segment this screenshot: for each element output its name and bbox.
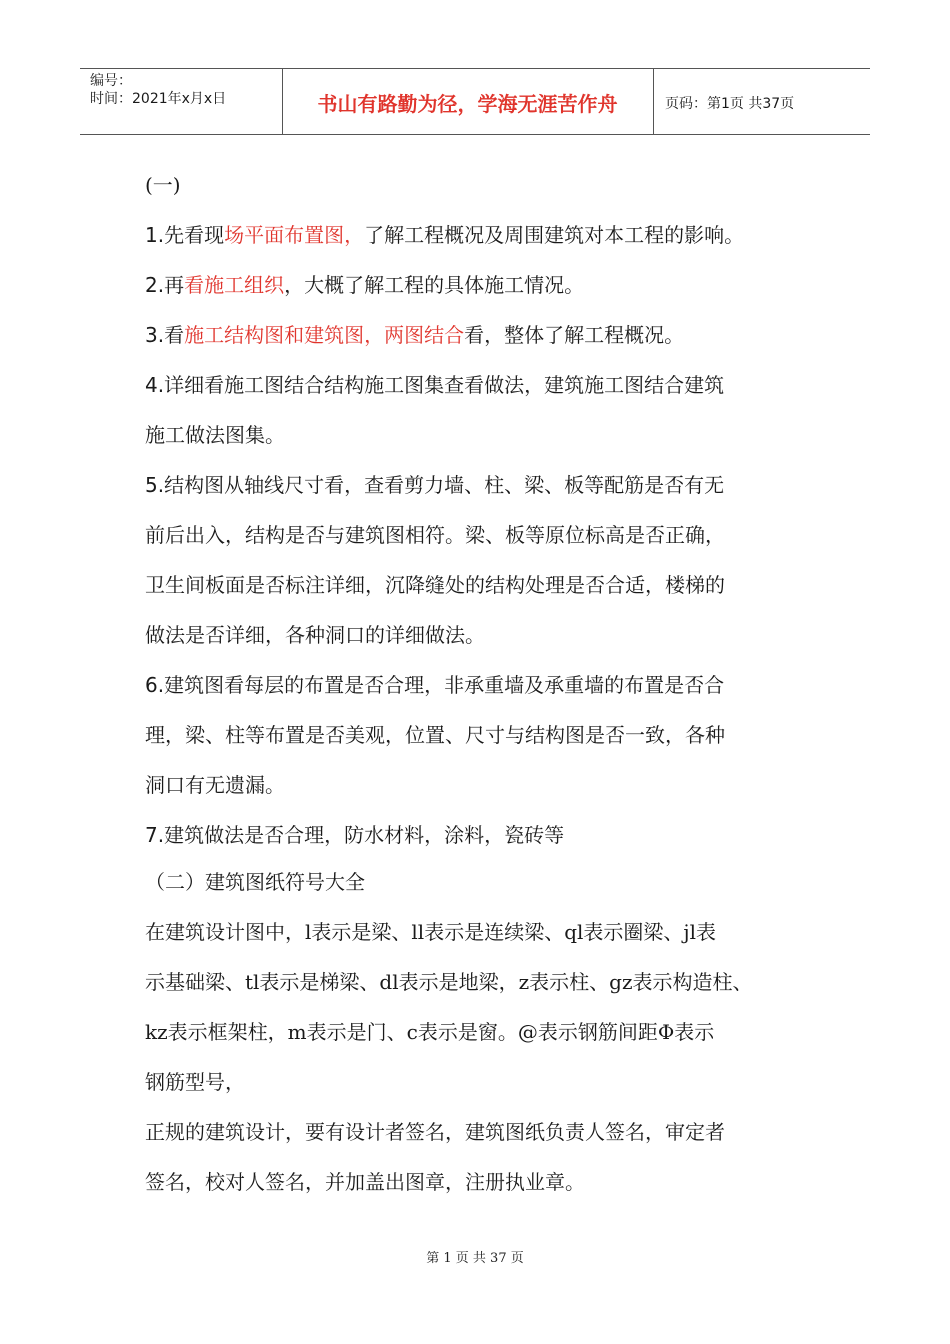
item-number: 5. <box>145 473 165 497</box>
text: 建筑做法是否合理，防水材料，涂料，瓷砖等 <box>164 823 565 847</box>
header-page-info: 页码：第1页 共37页 <box>665 95 795 112</box>
paragraph-5-line-3: 卫生间板面是否标注详细，沉降缝处的结构处理是否合适，楼梯的 <box>145 573 725 597</box>
paragraph-9-line-3: kz表示框架柱，m表示是门、c表示是窗。@表示钢筋间距Φ表示 <box>145 1020 715 1044</box>
paragraph-10-line-1: 正规的建筑设计，要有设计者签名，建筑图纸负责人签名，审定者 <box>145 1120 725 1144</box>
item-number: 6. <box>145 673 165 697</box>
item-number: 1. <box>145 223 165 247</box>
paragraph-1 <box>145 210 744 260</box>
section-heading-2: （二）建筑图纸符号大全 <box>145 870 365 894</box>
paragraph-6-line-1 <box>145 660 724 710</box>
text: 详细看施工图结合结构施工图集查看做法，建筑施工图结合建筑 <box>164 373 725 397</box>
paragraph-4-line-2: 施工做法图集。 <box>145 423 285 447</box>
section-heading-1: (一) <box>145 173 181 197</box>
item-number: 4. <box>145 373 165 397</box>
paragraph-6-line-3: 洞口有无遗漏。 <box>145 773 285 797</box>
paragraph-2 <box>145 260 584 310</box>
text: 看 <box>164 323 185 347</box>
header-divider <box>653 69 654 134</box>
text: 了解工程概况及周围建筑对本工程的影响。 <box>364 223 745 247</box>
item-number: 3. <box>145 323 165 347</box>
text: 先看现 <box>164 223 225 247</box>
text: 再 <box>164 273 185 297</box>
highlight-text: 施工结构图和建筑图，两图结合 <box>184 323 465 347</box>
paragraph-9-line-2: 示基础梁、tl表示是梯梁、dl表示是地梁，z表示柱、gz表示构造柱、 <box>145 970 753 994</box>
paragraph-9-line-1: 在建筑设计图中，l表示是梁、ll表示是连续梁、ql表示圈梁、jl表 <box>145 920 716 944</box>
paragraph-9-line-4: 钢筋型号， <box>145 1070 245 1094</box>
text: 结构图从轴线尺寸看，查看剪力墙、柱、梁、板等配筋是否有无 <box>164 473 725 497</box>
paragraph-3 <box>145 310 684 360</box>
highlight-text: 场平面布置图， <box>224 223 365 247</box>
paragraph-10-line-2: 签名，校对人签名，并加盖出图章，注册执业章。 <box>145 1170 585 1194</box>
text: 看，整体了解工程概况。 <box>464 323 685 347</box>
item-number: 7. <box>145 823 165 847</box>
paragraph-6-line-2: 理，梁、柱等布置是否美观，位置、尺寸与结构图是否一致，各种 <box>145 723 725 747</box>
number-label: 编号： <box>90 73 132 89</box>
paragraph-7 <box>145 810 564 860</box>
text: 建筑图看每层的布置是否合理，非承重墙及承重墙的布置是否合 <box>164 673 725 697</box>
document-header <box>80 68 870 135</box>
highlight-text: 看施工组织 <box>184 273 285 297</box>
text: ，大概了解工程的具体施工情况。 <box>284 273 585 297</box>
item-number: 2. <box>145 273 165 297</box>
header-motto: 书山有路勤为径，学海无涯苦作舟 <box>317 92 618 116</box>
page-footer: 第 1 页 共 37 页 <box>426 1251 524 1266</box>
paragraph-4-line-1 <box>145 360 724 410</box>
header-meta <box>90 72 280 108</box>
paragraph-5-line-4: 做法是否详细，各种洞口的详细做法。 <box>145 623 485 647</box>
date-label: 时间：2021年x月x日 <box>90 91 227 107</box>
paragraph-5-line-2: 前后出入，结构是否与建筑图相符。梁、板等原位标高是否正确， <box>145 523 725 547</box>
paragraph-5-line-1 <box>145 460 724 510</box>
